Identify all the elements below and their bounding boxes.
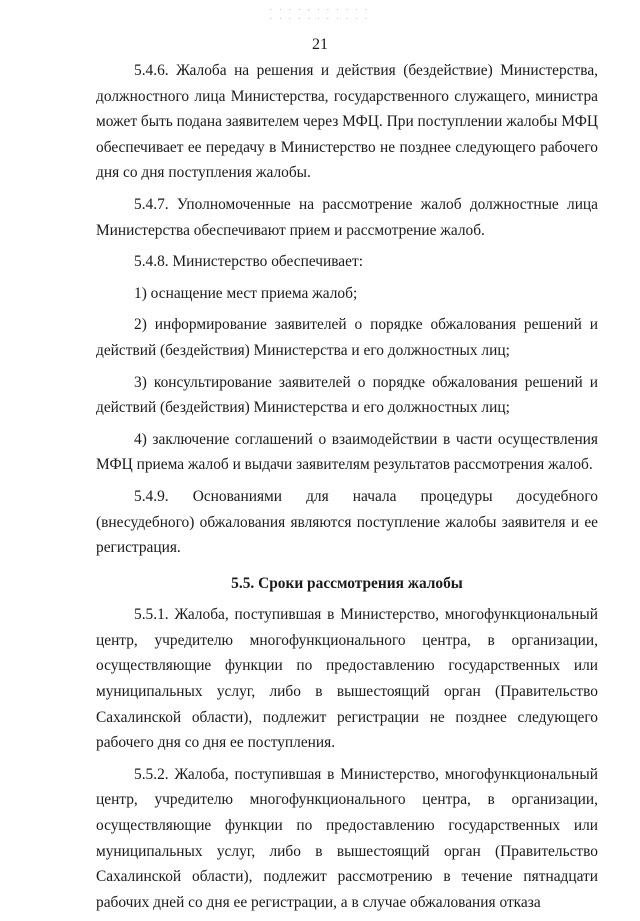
list-item-2: 2) информирование заявителей о порядке обжалования решений и действий (бездействия) Министерства и его должностных лиц; <box>96 316 598 359</box>
paragraph-5-5-2: 5.5.2. Жалоба, поступившая в Министерство, многофункциональный центр, учредителю многофункционального центра, в организации, осуществляющие функции по предоставлению государственных или муниципальных услуг, либо в вышестоящий орган (Правительство Сахалинской области), подлежит рассмотрению в течение пятнадцати рабочих дней со дня ее регистрации, а в случае обжалования отказа <box>96 765 598 911</box>
paragraph-5-4-7: 5.4.7. Уполномоченные на рассмотрение жалоб должностные лица Министерства обеспечивают прием и рассмотрение жалоб. <box>96 195 598 239</box>
paragraph-5-4-8: 5.4.8. Министерство обеспечивает: <box>134 253 363 271</box>
list-item-4: 4) заключение соглашений о взаимодействии в части осуществления МФЦ приема жалоб и выдачи заявителям результатов рассмотрения жалоб. <box>96 430 598 474</box>
document-body <box>96 58 598 921</box>
paragraph-5-5-1: 5.5.1. Жалоба, поступившая в Министерство, многофункциональный центр, учредителю многофункционального центра, в организации, осуществляющие функции по предоставлению государственных или муниципальных услуг, либо в вышестоящий орган (Правительство Сахалинской области), подлежит регистрации не позднее следующего рабочего дня со дня ее поступления. <box>96 606 598 752</box>
page-number: 21 <box>312 36 328 53</box>
section-heading-5-5: 5.5. Сроки рассмотрения жалобы <box>231 574 463 592</box>
list-item-3: 3) консультирование заявителей о порядке обжалования решений и действий (бездействия) Министерства и его должностных лиц; <box>96 373 598 417</box>
scan-header-noise: . . . . , . . . . . . . . . . . . . . . . . <box>270 4 370 21</box>
paragraph-5-4-6: 5.4.6. Жалоба на решения и действия (бездействие) Министерства, должностного лица Министерства, государственного служащего, министра может быть подана заявителем через МФЦ. При поступлении жалобы МФЦ обеспечивает ее передачу в Министерство не позднее следующего рабочего дня со дня поступления жалобы. <box>96 62 598 182</box>
paragraph-5-4-9: 5.4.9. Основаниями для начала процедуры досудебного (внесудебного) обжалования являются поступление жалобы заявителя и ее регистрация. <box>96 487 598 557</box>
list-item-1: 1) оснащение мест приема жалоб; <box>134 284 358 302</box>
